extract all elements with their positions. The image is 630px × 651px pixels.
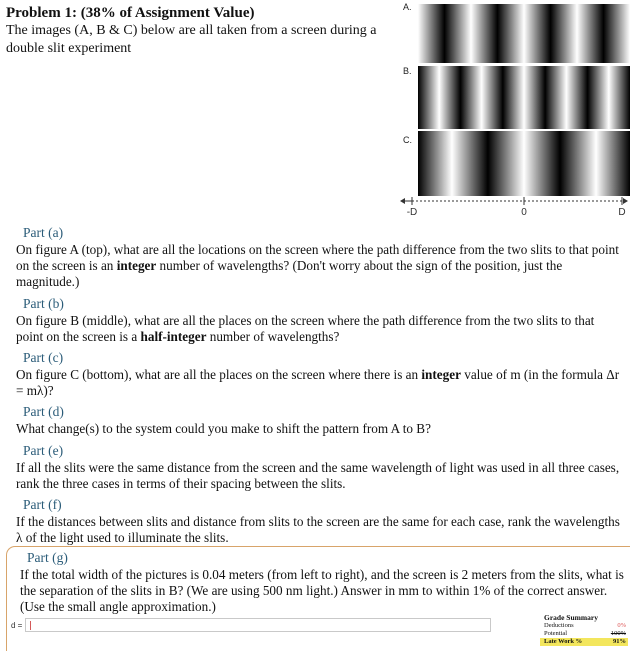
fringe-pattern-b [418, 66, 630, 129]
fringe-pattern-a [418, 4, 630, 63]
part-b-header: Part (b) [23, 296, 64, 311]
part-e-question: If all the slits were the same distance from the screen and the same wavelength of light was used in all three cases, rank the three cases in terms of their spacing between the slits. [16, 460, 620, 491]
answer-label: d = [11, 621, 23, 630]
figure-a-label: A. [403, 2, 412, 12]
problem-intro: The images (A, B & C) below are all taken from a screen during a double slit experiment [6, 23, 377, 56]
potential-label: Potential [544, 630, 568, 637]
part-a-question [16, 242, 624, 290]
figure-c-label: C. [403, 135, 412, 145]
problem-header [6, 4, 396, 58]
grade-summary [540, 613, 628, 646]
part-d [16, 404, 624, 437]
part-a-text-1: On figure A (top), what are all the locations on the screen where the path difference from the two slits to that point on the screen is an [16, 242, 619, 273]
grade-row-potential [540, 630, 628, 638]
grade-row-deductions [540, 622, 628, 630]
part-g-body [20, 550, 624, 615]
fringe-pattern-c [418, 131, 630, 196]
part-e [16, 443, 624, 492]
part-f-question: If the distances between slits and distance from slits to the screen are the same for each case, rank the wavelengths λ of the light used to illuminate the slits. [16, 514, 620, 545]
part-g-header: Part (g) [27, 550, 68, 565]
part-a-emphasis: integer [116, 258, 157, 273]
late-work-value: 91% [613, 638, 626, 645]
grade-summary-title: Grade Summary [544, 613, 598, 622]
part-b-emphasis: half-integer [140, 329, 207, 344]
deductions-value: 0% [617, 622, 626, 629]
part-f [16, 497, 624, 546]
axis-tick-zero: 0 [521, 207, 527, 218]
part-c-text-1: On figure C (bottom), what are all the places on the screen where there is an [16, 367, 422, 382]
part-a-header: Part (a) [23, 225, 64, 240]
part-b [16, 296, 624, 345]
part-g-panel [6, 546, 630, 651]
part-e-header: Part (e) [23, 443, 64, 458]
text-cursor [30, 621, 31, 630]
axis-tick-neg-d: -D [406, 207, 418, 218]
part-a-text-2: number of wavelengths? (Don't worry about the sign of the position, just the magnitude.) [16, 258, 563, 289]
fringe-figures [396, 0, 630, 224]
part-d-question: What change(s) to the system could you make to shift the pattern from A to B? [16, 421, 431, 436]
answer-input[interactable] [25, 618, 491, 632]
part-d-header: Part (d) [23, 404, 64, 419]
part-c-header: Part (c) [23, 350, 64, 365]
problem-title: Problem 1: (38% of Assignment Value) [6, 5, 255, 21]
part-b-text-1: On figure B (middle), what are all the places on the screen where the path difference from the two slits to that point on the screen is a [16, 313, 595, 344]
part-a [16, 225, 624, 290]
axis-tick-pos-d: D [618, 207, 626, 218]
figure-b-label: B. [403, 66, 412, 76]
part-g-question: If the total width of the pictures is 0.04 meters (from left to right), and the screen is 2 meters from the slits, what is the separation of the slits in B? (We are using 500 nm light.) Answer in mm to within 1% of the correct answer. (Use the small angle approximation.) [20, 567, 624, 614]
part-c-emphasis: integer [421, 367, 461, 382]
grade-row-late-work [540, 638, 628, 646]
screen-axis [396, 196, 630, 208]
part-c-question [16, 367, 624, 399]
part-b-text-2: number of wavelengths? [206, 329, 340, 344]
late-work-label: Late Work % [544, 638, 583, 645]
part-c-text-2: value of m (in the formula Δr = mλ)? [16, 367, 620, 398]
deductions-label: Deductions [544, 622, 574, 629]
part-b-question [16, 313, 624, 345]
potential-value: 100% [610, 630, 626, 637]
part-f-header: Part (f) [23, 497, 62, 512]
part-c [16, 350, 624, 399]
